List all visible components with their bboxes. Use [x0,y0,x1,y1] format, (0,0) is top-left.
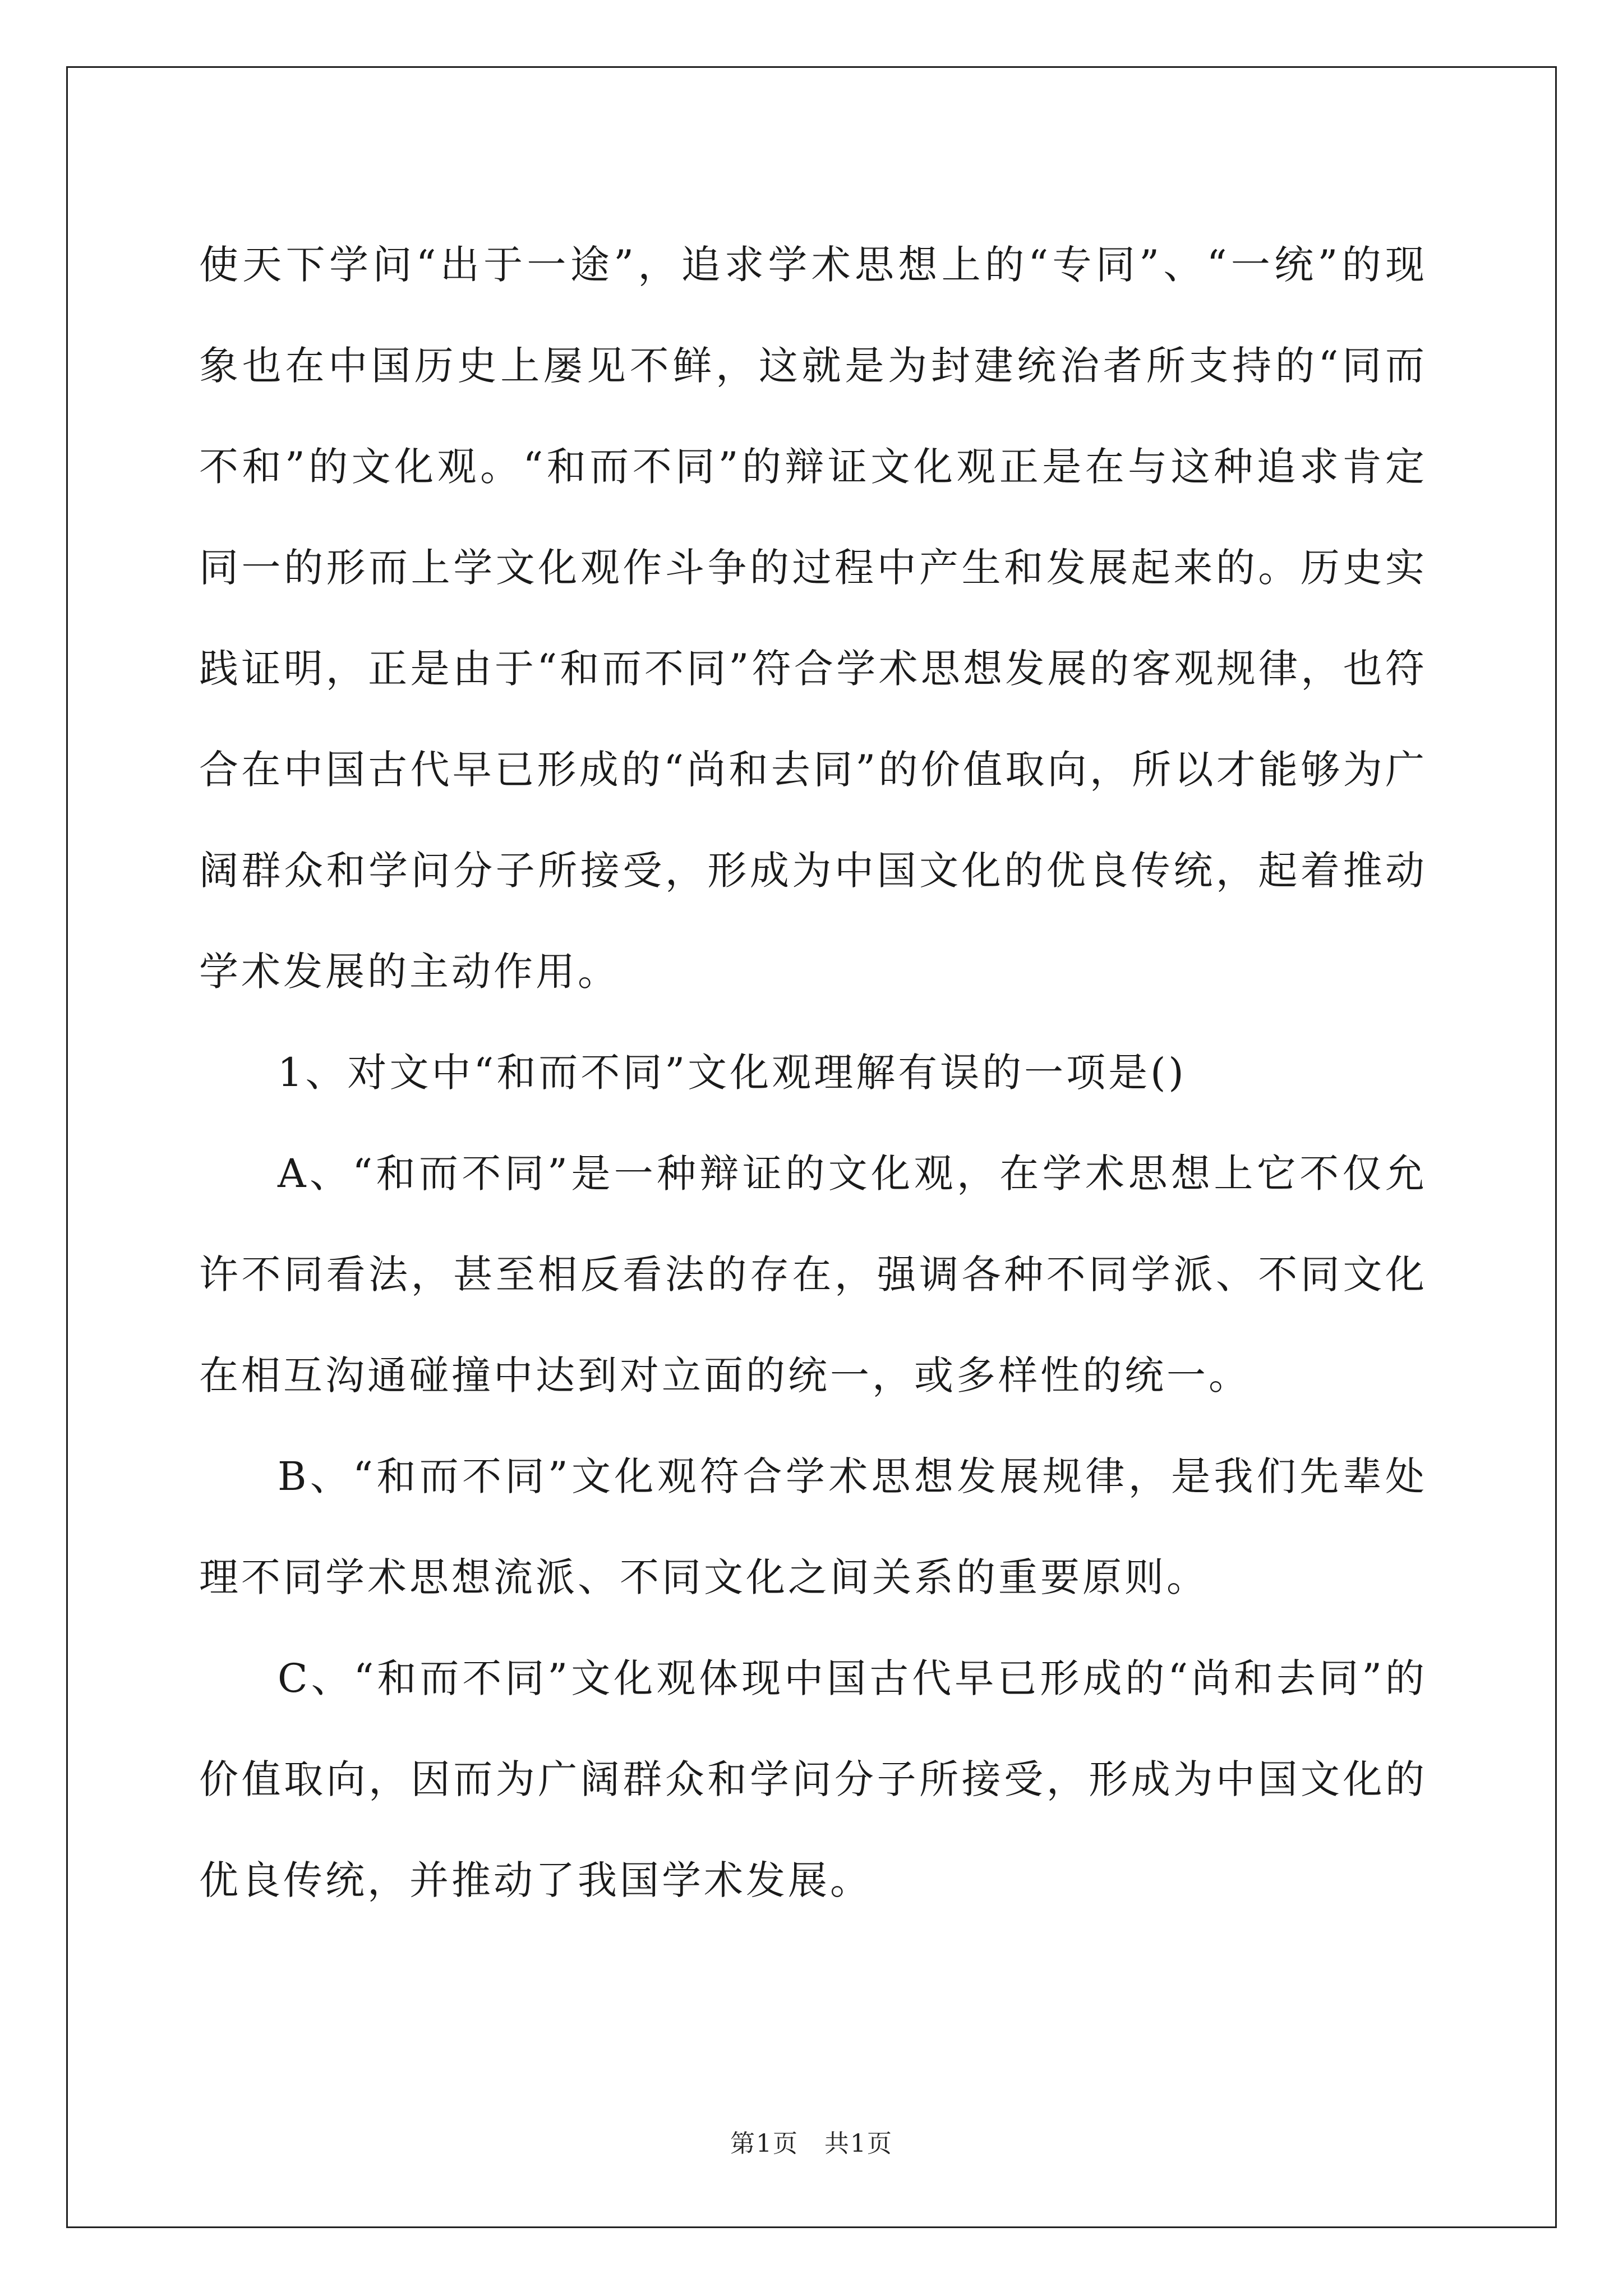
option-b: B、“和而不同”文化观符合学术思想发展规律，是我们先辈处理不同学术思想流派、不同文化之间关系的重要原则。 [199,1453,1427,1600]
paragraph-intro: 使天下学问“出于一途”，追求学术思想上的“专同”、“一统”的现象也在中国历史上屡见不鲜，这就是为封建统治者所支持的“同而不和”的文化观。“和而不同”的辩证文化观正是在与这种追求肯定同一的形而上学文化观作斗争的过程中产生和发展起来的。历史实践证明，正是由于“和而不同”符合学术思想发展的客观规律，也符合在中国古代早已形成的“尚和去同”的价值取向，所以才能够为广阔群众和学问分子所接受，形成为中国文化的优良传统，起着推动学术发展的主动作用。 [199,242,1427,995]
page-number: 第1页 共1页 [730,2129,893,2158]
document-body [199,214,1427,1931]
question-1: 1、对文中“和而不同”文化观理解有误的一项是() [278,1050,1187,1096]
option-c: C、“和而不同”文化观体现中国古代早已形成的“尚和去同”的价值取向，因而为广阔群众和学问分子所接受，形成为中国文化的优良传统，并推动了我国学术发展。 [199,1655,1427,1903]
option-a: A、“和而不同”是一种辩证的文化观，在学术思想上它不仅允许不同看法，甚至相反看法的存在，强调各种不同学派、不同文化在相互沟通碰撞中达到对立面的统一，或多样性的统一。 [199,1151,1427,1398]
